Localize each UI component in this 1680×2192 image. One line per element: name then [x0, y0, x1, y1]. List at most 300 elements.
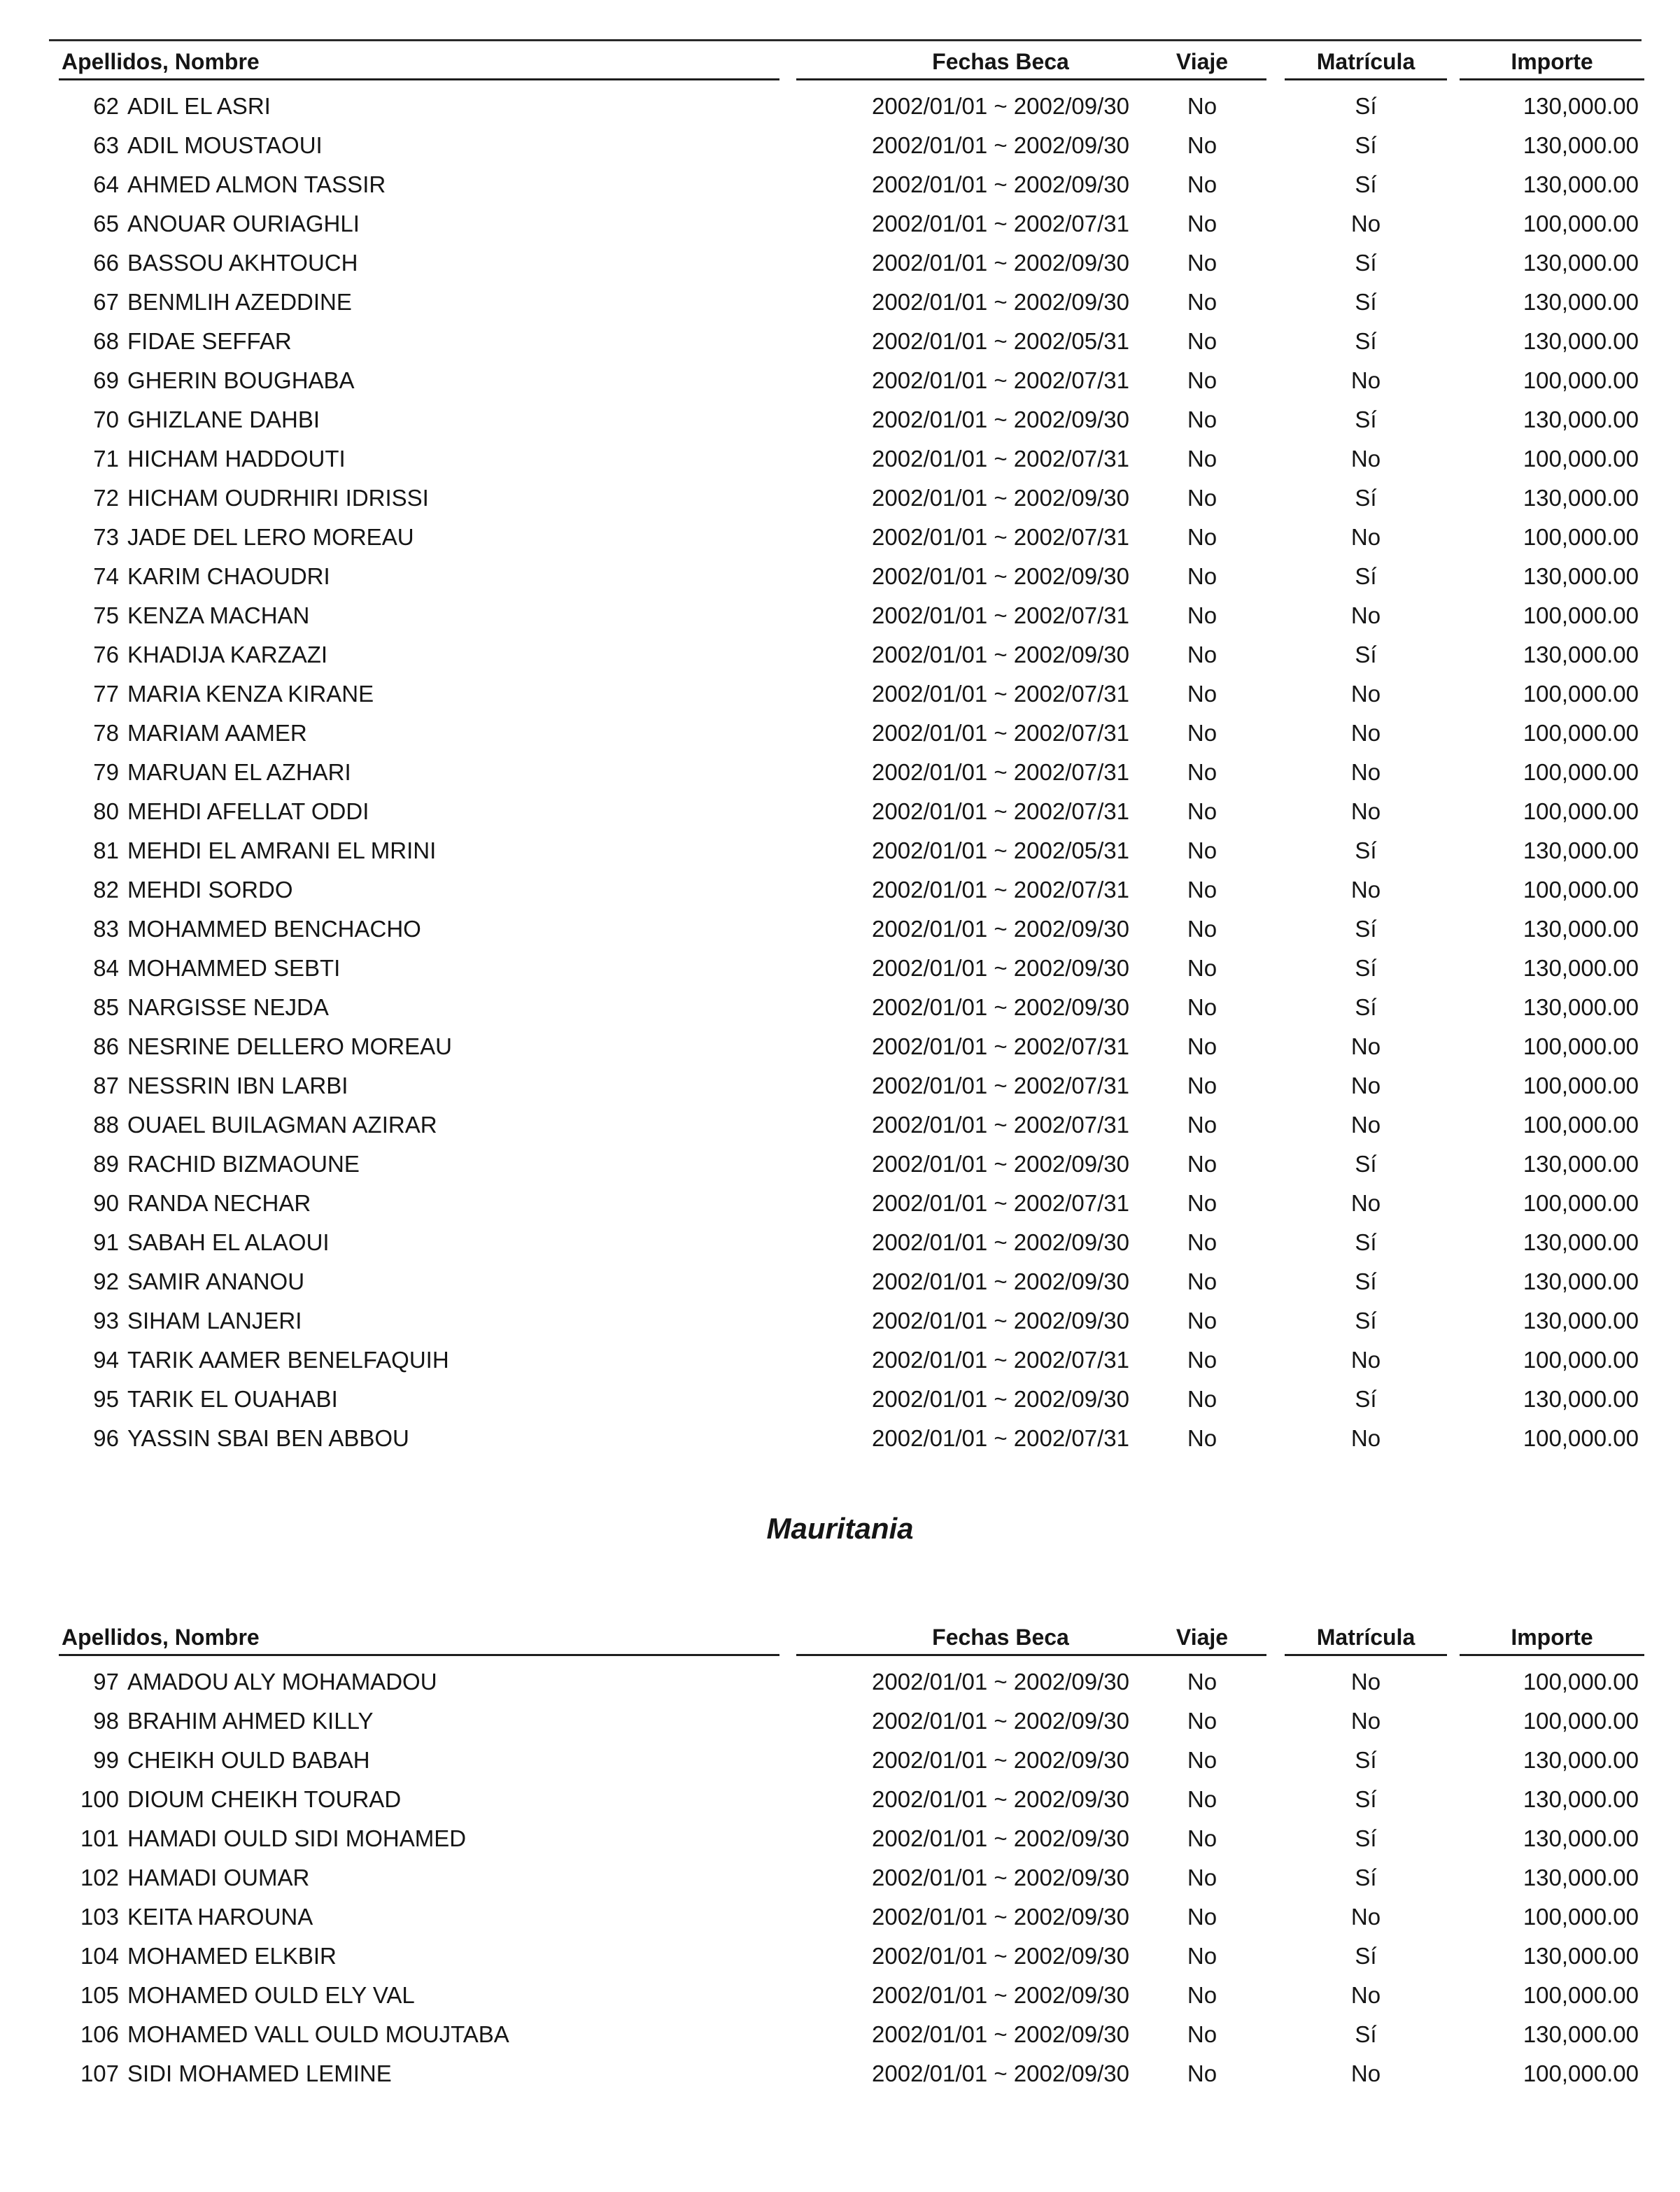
cell-fechas: 2002/01/01 ~ 2002/07/31 — [872, 524, 1129, 550]
column-header-matricula: Matrícula — [1285, 1620, 1447, 1656]
cell-viaje: No — [1187, 798, 1217, 824]
cell-matricula: Sí — [1355, 289, 1377, 315]
cell-fechas: 2002/01/01 ~ 2002/09/30 — [872, 289, 1129, 315]
cell-matricula: Sí — [1355, 994, 1377, 1020]
row-number: 95 — [93, 1386, 119, 1412]
cell-matricula: Sí — [1355, 642, 1377, 667]
row-number: 93 — [93, 1308, 119, 1334]
row-number: 96 — [93, 1425, 119, 1451]
cell-fechas: 2002/01/01 ~ 2002/07/31 — [872, 1347, 1129, 1373]
cell-importe: 130,000.00 — [1523, 955, 1639, 981]
cell-importe: 130,000.00 — [1523, 171, 1639, 197]
cell-matricula: No — [1350, 1112, 1381, 1138]
table-row — [0, 1662, 1680, 1702]
cell-viaje: No — [1187, 1268, 1217, 1294]
cell-name: OUAEL BUILAGMAN AZIRAR — [127, 1112, 437, 1138]
cell-viaje: No — [1187, 759, 1217, 785]
row-number: 101 — [80, 1825, 119, 1851]
cell-viaje: No — [1187, 250, 1217, 276]
cell-viaje: No — [1187, 446, 1217, 472]
table-row — [0, 910, 1680, 949]
cell-matricula: No — [1350, 1347, 1381, 1373]
cell-importe: 100,000.00 — [1523, 798, 1639, 824]
cell-name: MARIAM AAMER — [127, 720, 307, 746]
cell-name: JADE DEL LERO MOREAU — [127, 524, 414, 550]
cell-fechas: 2002/01/01 ~ 2002/09/30 — [872, 994, 1129, 1020]
cell-name: NESRINE DELLERO MOREAU — [127, 1033, 452, 1059]
cell-matricula: No — [1350, 1073, 1381, 1098]
cell-name: ANOUAR OURIAGHLI — [127, 211, 360, 236]
cell-viaje: No — [1187, 642, 1217, 667]
cell-fechas: 2002/01/01 ~ 2002/09/30 — [872, 250, 1129, 276]
cell-name: MEHDI SORDO — [127, 877, 293, 903]
cell-importe: 100,000.00 — [1523, 1073, 1639, 1098]
table-row — [0, 1780, 1680, 1819]
table-row — [0, 87, 1680, 126]
table-row — [0, 557, 1680, 596]
cell-name: MOHAMED OULD ELY VAL — [127, 1982, 415, 2008]
cell-matricula: No — [1350, 211, 1381, 236]
cell-name: KARIM CHAOUDRI — [127, 563, 330, 589]
cell-matricula: Sí — [1355, 955, 1377, 981]
table-section-2 — [0, 1620, 1680, 2093]
column-header-viaje: Viaje — [1138, 45, 1266, 80]
table-row — [0, 949, 1680, 988]
cell-name: MEHDI EL AMRANI EL MRINI — [127, 837, 437, 863]
cell-name: MOHAMMED BENCHACHO — [127, 916, 421, 942]
cell-importe: 130,000.00 — [1523, 485, 1639, 511]
column-header-importe: Importe — [1460, 1620, 1644, 1656]
cell-fechas: 2002/01/01 ~ 2002/07/31 — [872, 1073, 1129, 1098]
cell-matricula: Sí — [1355, 250, 1377, 276]
cell-fechas: 2002/01/01 ~ 2002/07/31 — [872, 211, 1129, 236]
cell-name: FIDAE SEFFAR — [127, 328, 292, 354]
table-row — [0, 126, 1680, 165]
cell-name: BENMLIH AZEDDINE — [127, 289, 352, 315]
table-body — [0, 87, 1680, 1458]
cell-importe: 130,000.00 — [1523, 642, 1639, 667]
table-header — [0, 1620, 1680, 1662]
cell-name: DIOUM CHEIKH TOURAD — [127, 1786, 402, 1812]
cell-name: GHIZLANE DAHBI — [127, 406, 320, 432]
table-row — [0, 1741, 1680, 1780]
cell-importe: 100,000.00 — [1523, 367, 1639, 393]
row-number: 75 — [93, 602, 119, 628]
table-row — [0, 1897, 1680, 1937]
cell-importe: 130,000.00 — [1523, 1865, 1639, 1890]
cell-importe: 100,000.00 — [1523, 1033, 1639, 1059]
cell-fechas: 2002/01/01 ~ 2002/09/30 — [872, 132, 1129, 158]
row-number: 82 — [93, 877, 119, 903]
cell-matricula: Sí — [1355, 485, 1377, 511]
cell-matricula: Sí — [1355, 328, 1377, 354]
cell-name: RANDA NECHAR — [127, 1190, 311, 1216]
cell-importe: 100,000.00 — [1523, 1982, 1639, 2008]
cell-importe: 130,000.00 — [1523, 250, 1639, 276]
cell-matricula: Sí — [1355, 93, 1377, 119]
cell-importe: 130,000.00 — [1523, 563, 1639, 589]
cell-fechas: 2002/01/01 ~ 2002/09/30 — [872, 1669, 1129, 1695]
cell-matricula: Sí — [1355, 171, 1377, 197]
table-row — [0, 1419, 1680, 1458]
cell-viaje: No — [1187, 955, 1217, 981]
table-row — [0, 831, 1680, 870]
table-row — [0, 322, 1680, 361]
table-header — [0, 45, 1680, 87]
row-number: 86 — [93, 1033, 119, 1059]
table-row — [0, 1819, 1680, 1858]
table-row — [0, 596, 1680, 635]
cell-fechas: 2002/01/01 ~ 2002/07/31 — [872, 681, 1129, 707]
table-row — [0, 518, 1680, 557]
cell-viaje: No — [1187, 1112, 1217, 1138]
cell-importe: 130,000.00 — [1523, 1943, 1639, 1969]
cell-importe: 100,000.00 — [1523, 1425, 1639, 1451]
cell-viaje: No — [1187, 328, 1217, 354]
cell-viaje: No — [1187, 1386, 1217, 1412]
cell-fechas: 2002/01/01 ~ 2002/09/30 — [872, 485, 1129, 511]
row-number: 69 — [93, 367, 119, 393]
column-header-fechas: Fechas Beca — [796, 1620, 1205, 1656]
table-row — [0, 1027, 1680, 1066]
cell-fechas: 2002/01/01 ~ 2002/09/30 — [872, 171, 1129, 197]
table-row — [0, 439, 1680, 479]
cell-importe: 130,000.00 — [1523, 1229, 1639, 1255]
row-number: 90 — [93, 1190, 119, 1216]
cell-name: NESSRIN IBN LARBI — [127, 1073, 348, 1098]
row-number: 76 — [93, 642, 119, 667]
cell-fechas: 2002/01/01 ~ 2002/09/30 — [872, 1386, 1129, 1412]
row-number: 107 — [80, 2060, 119, 2086]
row-number: 99 — [93, 1747, 119, 1773]
cell-matricula: Sí — [1355, 1386, 1377, 1412]
column-header-importe: Importe — [1460, 45, 1644, 80]
row-number: 65 — [93, 211, 119, 236]
cell-matricula: Sí — [1355, 2021, 1377, 2047]
row-number: 92 — [93, 1268, 119, 1294]
cell-fechas: 2002/01/01 ~ 2002/09/30 — [872, 1151, 1129, 1177]
cell-viaje: No — [1187, 93, 1217, 119]
cell-fechas: 2002/01/01 ~ 2002/09/30 — [872, 1308, 1129, 1334]
cell-importe: 100,000.00 — [1523, 1904, 1639, 1930]
row-number: 74 — [93, 563, 119, 589]
cell-matricula: Sí — [1355, 1865, 1377, 1890]
cell-importe: 100,000.00 — [1523, 211, 1639, 236]
cell-viaje: No — [1187, 681, 1217, 707]
cell-name: ADIL MOUSTAOUI — [127, 132, 323, 158]
row-number: 63 — [93, 132, 119, 158]
row-number: 89 — [93, 1151, 119, 1177]
cell-viaje: No — [1187, 720, 1217, 746]
cell-fechas: 2002/01/01 ~ 2002/09/30 — [872, 1865, 1129, 1890]
table-row — [0, 1976, 1680, 2015]
row-number: 80 — [93, 798, 119, 824]
cell-fechas: 2002/01/01 ~ 2002/07/31 — [872, 798, 1129, 824]
cell-viaje: No — [1187, 1747, 1217, 1773]
cell-importe: 130,000.00 — [1523, 1308, 1639, 1334]
cell-viaje: No — [1187, 2060, 1217, 2086]
cell-fechas: 2002/01/01 ~ 2002/07/31 — [872, 367, 1129, 393]
cell-name: KHADIJA KARZAZI — [127, 642, 328, 667]
cell-viaje: No — [1187, 1229, 1217, 1255]
cell-fechas: 2002/01/01 ~ 2002/07/31 — [872, 1033, 1129, 1059]
cell-viaje: No — [1187, 1033, 1217, 1059]
cell-viaje: No — [1187, 1943, 1217, 1969]
row-number: 70 — [93, 406, 119, 432]
cell-viaje: No — [1187, 1786, 1217, 1812]
cell-matricula: No — [1350, 524, 1381, 550]
cell-fechas: 2002/01/01 ~ 2002/09/30 — [872, 563, 1129, 589]
cell-name: HAMADI OULD SIDI MOHAMED — [127, 1825, 467, 1851]
cell-viaje: No — [1187, 132, 1217, 158]
cell-fechas: 2002/01/01 ~ 2002/09/30 — [872, 93, 1129, 119]
cell-matricula: No — [1350, 2060, 1381, 2086]
cell-viaje: No — [1187, 1151, 1217, 1177]
cell-viaje: No — [1187, 837, 1217, 863]
cell-matricula: Sí — [1355, 1943, 1377, 1969]
cell-fechas: 2002/01/01 ~ 2002/09/30 — [872, 1825, 1129, 1851]
row-number: 88 — [93, 1112, 119, 1138]
column-header-name: Apellidos, Nombre — [59, 45, 779, 80]
cell-matricula: Sí — [1355, 1747, 1377, 1773]
cell-name: MOHAMED VALL OULD MOUJTABA — [127, 2021, 509, 2047]
table-row — [0, 204, 1680, 243]
cell-name: KENZA MACHAN — [127, 602, 310, 628]
cell-importe: 100,000.00 — [1523, 524, 1639, 550]
table-row — [0, 1262, 1680, 1301]
cell-fechas: 2002/01/01 ~ 2002/07/31 — [872, 759, 1129, 785]
cell-viaje: No — [1187, 1708, 1217, 1734]
cell-importe: 100,000.00 — [1523, 1190, 1639, 1216]
cell-importe: 130,000.00 — [1523, 916, 1639, 942]
cell-viaje: No — [1187, 289, 1217, 315]
cell-matricula: No — [1350, 1033, 1381, 1059]
cell-fechas: 2002/01/01 ~ 2002/09/30 — [872, 2021, 1129, 2047]
cell-fechas: 2002/01/01 ~ 2002/07/31 — [872, 446, 1129, 472]
cell-matricula: No — [1350, 602, 1381, 628]
cell-viaje: No — [1187, 1073, 1217, 1098]
row-number: 66 — [93, 250, 119, 276]
cell-name: RACHID BIZMAOUNE — [127, 1151, 360, 1177]
row-number: 71 — [93, 446, 119, 472]
cell-viaje: No — [1187, 485, 1217, 511]
cell-matricula: No — [1350, 798, 1381, 824]
cell-viaje: No — [1187, 1825, 1217, 1851]
row-number: 85 — [93, 994, 119, 1020]
cell-name: KEITA HAROUNA — [127, 1904, 313, 1930]
cell-matricula: Sí — [1355, 406, 1377, 432]
cell-fechas: 2002/01/01 ~ 2002/09/30 — [872, 1747, 1129, 1773]
cell-matricula: No — [1350, 1708, 1381, 1734]
cell-fechas: 2002/01/01 ~ 2002/09/30 — [872, 1786, 1129, 1812]
cell-matricula: Sí — [1355, 1268, 1377, 1294]
cell-importe: 100,000.00 — [1523, 681, 1639, 707]
table-row — [0, 1105, 1680, 1145]
cell-importe: 130,000.00 — [1523, 1151, 1639, 1177]
cell-importe: 100,000.00 — [1523, 1347, 1639, 1373]
cell-name: SABAH EL ALAOUI — [127, 1229, 330, 1255]
cell-fechas: 2002/01/01 ~ 2002/09/30 — [872, 1268, 1129, 1294]
cell-importe: 100,000.00 — [1523, 446, 1639, 472]
table-row — [0, 1301, 1680, 1341]
cell-name: HICHAM HADDOUTI — [127, 446, 346, 472]
row-number: 87 — [93, 1073, 119, 1098]
row-number: 91 — [93, 1229, 119, 1255]
cell-name: BRAHIM AHMED KILLY — [127, 1708, 374, 1734]
cell-name: MEHDI AFELLAT ODDI — [127, 798, 369, 824]
table-section-1 — [0, 45, 1680, 1458]
cell-matricula: Sí — [1355, 916, 1377, 942]
cell-viaje: No — [1187, 877, 1217, 903]
row-number: 94 — [93, 1347, 119, 1373]
cell-matricula: No — [1350, 759, 1381, 785]
table-row — [0, 479, 1680, 518]
cell-importe: 130,000.00 — [1523, 1747, 1639, 1773]
cell-fechas: 2002/01/01 ~ 2002/07/31 — [872, 1425, 1129, 1451]
table-row — [0, 400, 1680, 439]
cell-name: TARIK AAMER BENELFAQUIH — [127, 1347, 449, 1373]
cell-viaje: No — [1187, 1865, 1217, 1890]
row-number: 73 — [93, 524, 119, 550]
row-number: 77 — [93, 681, 119, 707]
table-row — [0, 243, 1680, 283]
row-number: 106 — [80, 2021, 119, 2047]
row-number: 62 — [93, 93, 119, 119]
cell-viaje: No — [1187, 1190, 1217, 1216]
row-number: 105 — [80, 1982, 119, 2008]
row-number: 68 — [93, 328, 119, 354]
cell-fechas: 2002/01/01 ~ 2002/05/31 — [872, 837, 1129, 863]
cell-importe: 130,000.00 — [1523, 1268, 1639, 1294]
cell-matricula: Sí — [1355, 132, 1377, 158]
column-header-viaje: Viaje — [1138, 1620, 1266, 1656]
cell-fechas: 2002/01/01 ~ 2002/09/30 — [872, 2060, 1129, 2086]
table-row — [0, 1223, 1680, 1262]
cell-viaje: No — [1187, 1425, 1217, 1451]
row-number: 104 — [80, 1943, 119, 1969]
cell-name: HAMADI OUMAR — [127, 1865, 310, 1890]
cell-viaje: No — [1187, 916, 1217, 942]
cell-fechas: 2002/01/01 ~ 2002/07/31 — [872, 1112, 1129, 1138]
table-row — [0, 792, 1680, 831]
cell-importe: 130,000.00 — [1523, 289, 1639, 315]
cell-fechas: 2002/01/01 ~ 2002/07/31 — [872, 877, 1129, 903]
cell-name: SAMIR ANANOU — [127, 1268, 305, 1294]
cell-fechas: 2002/01/01 ~ 2002/09/30 — [872, 1943, 1129, 1969]
cell-matricula: No — [1350, 446, 1381, 472]
cell-fechas: 2002/01/01 ~ 2002/07/31 — [872, 1190, 1129, 1216]
cell-viaje: No — [1187, 211, 1217, 236]
cell-importe: 100,000.00 — [1523, 1708, 1639, 1734]
cell-matricula: Sí — [1355, 837, 1377, 863]
cell-importe: 100,000.00 — [1523, 1669, 1639, 1695]
table-body — [0, 1662, 1680, 2093]
cell-matricula: No — [1350, 1425, 1381, 1451]
cell-matricula: No — [1350, 877, 1381, 903]
cell-fechas: 2002/01/01 ~ 2002/07/31 — [872, 720, 1129, 746]
row-number: 83 — [93, 916, 119, 942]
cell-importe: 100,000.00 — [1523, 602, 1639, 628]
table-row — [0, 1145, 1680, 1184]
table-row — [0, 1380, 1680, 1419]
cell-matricula: No — [1350, 367, 1381, 393]
cell-name: SIHAM LANJERI — [127, 1308, 302, 1334]
cell-viaje: No — [1187, 406, 1217, 432]
cell-viaje: No — [1187, 524, 1217, 550]
table-row — [0, 1937, 1680, 1976]
cell-name: MARUAN EL AZHARI — [127, 759, 351, 785]
cell-importe: 130,000.00 — [1523, 994, 1639, 1020]
top-rule — [49, 39, 1642, 41]
table-row — [0, 1184, 1680, 1223]
cell-name: YASSIN SBAI BEN ABBOU — [127, 1425, 409, 1451]
cell-viaje: No — [1187, 994, 1217, 1020]
cell-fechas: 2002/01/01 ~ 2002/09/30 — [872, 406, 1129, 432]
cell-viaje: No — [1187, 1982, 1217, 2008]
cell-importe: 130,000.00 — [1523, 132, 1639, 158]
cell-importe: 130,000.00 — [1523, 2021, 1639, 2047]
column-header-name: Apellidos, Nombre — [59, 1620, 779, 1656]
cell-matricula: No — [1350, 720, 1381, 746]
table-row — [0, 635, 1680, 674]
row-number: 100 — [80, 1786, 119, 1812]
cell-importe: 130,000.00 — [1523, 837, 1639, 863]
cell-name: MARIA KENZA KIRANE — [127, 681, 374, 707]
cell-viaje: No — [1187, 602, 1217, 628]
cell-viaje: No — [1187, 171, 1217, 197]
cell-viaje: No — [1187, 563, 1217, 589]
table-row — [0, 2054, 1680, 2093]
cell-fechas: 2002/01/01 ~ 2002/09/30 — [872, 1708, 1129, 1734]
cell-name: MOHAMMED SEBTI — [127, 955, 341, 981]
cell-viaje: No — [1187, 1347, 1217, 1373]
table-row — [0, 753, 1680, 792]
table-row — [0, 714, 1680, 753]
row-number: 81 — [93, 837, 119, 863]
cell-matricula: No — [1350, 1190, 1381, 1216]
cell-fechas: 2002/01/01 ~ 2002/09/30 — [872, 916, 1129, 942]
cell-viaje: No — [1187, 367, 1217, 393]
cell-matricula: Sí — [1355, 1786, 1377, 1812]
column-header-matricula: Matrícula — [1285, 45, 1447, 80]
row-number: 72 — [93, 485, 119, 511]
column-header-fechas: Fechas Beca — [796, 45, 1205, 80]
cell-fechas: 2002/01/01 ~ 2002/07/31 — [872, 602, 1129, 628]
cell-importe: 100,000.00 — [1523, 720, 1639, 746]
cell-name: CHEIKH OULD BABAH — [127, 1747, 370, 1773]
table-row — [0, 1066, 1680, 1105]
table-row — [0, 988, 1680, 1027]
cell-fechas: 2002/01/01 ~ 2002/09/30 — [872, 1982, 1129, 2008]
table-row — [0, 674, 1680, 714]
table-row — [0, 2015, 1680, 2054]
table-row — [0, 165, 1680, 204]
row-number: 84 — [93, 955, 119, 981]
table-row — [0, 1858, 1680, 1897]
cell-name: SIDI MOHAMED LEMINE — [127, 2060, 392, 2086]
row-number: 78 — [93, 720, 119, 746]
cell-matricula: No — [1350, 681, 1381, 707]
cell-matricula: No — [1350, 1982, 1381, 2008]
cell-importe: 100,000.00 — [1523, 877, 1639, 903]
cell-name: NARGISSE NEJDA — [127, 994, 329, 1020]
cell-importe: 100,000.00 — [1523, 1112, 1639, 1138]
cell-name: AHMED ALMON TASSIR — [127, 171, 386, 197]
cell-viaje: No — [1187, 1904, 1217, 1930]
cell-importe: 130,000.00 — [1523, 1386, 1639, 1412]
cell-name: ADIL EL ASRI — [127, 93, 271, 119]
cell-name: GHERIN BOUGHABA — [127, 367, 355, 393]
